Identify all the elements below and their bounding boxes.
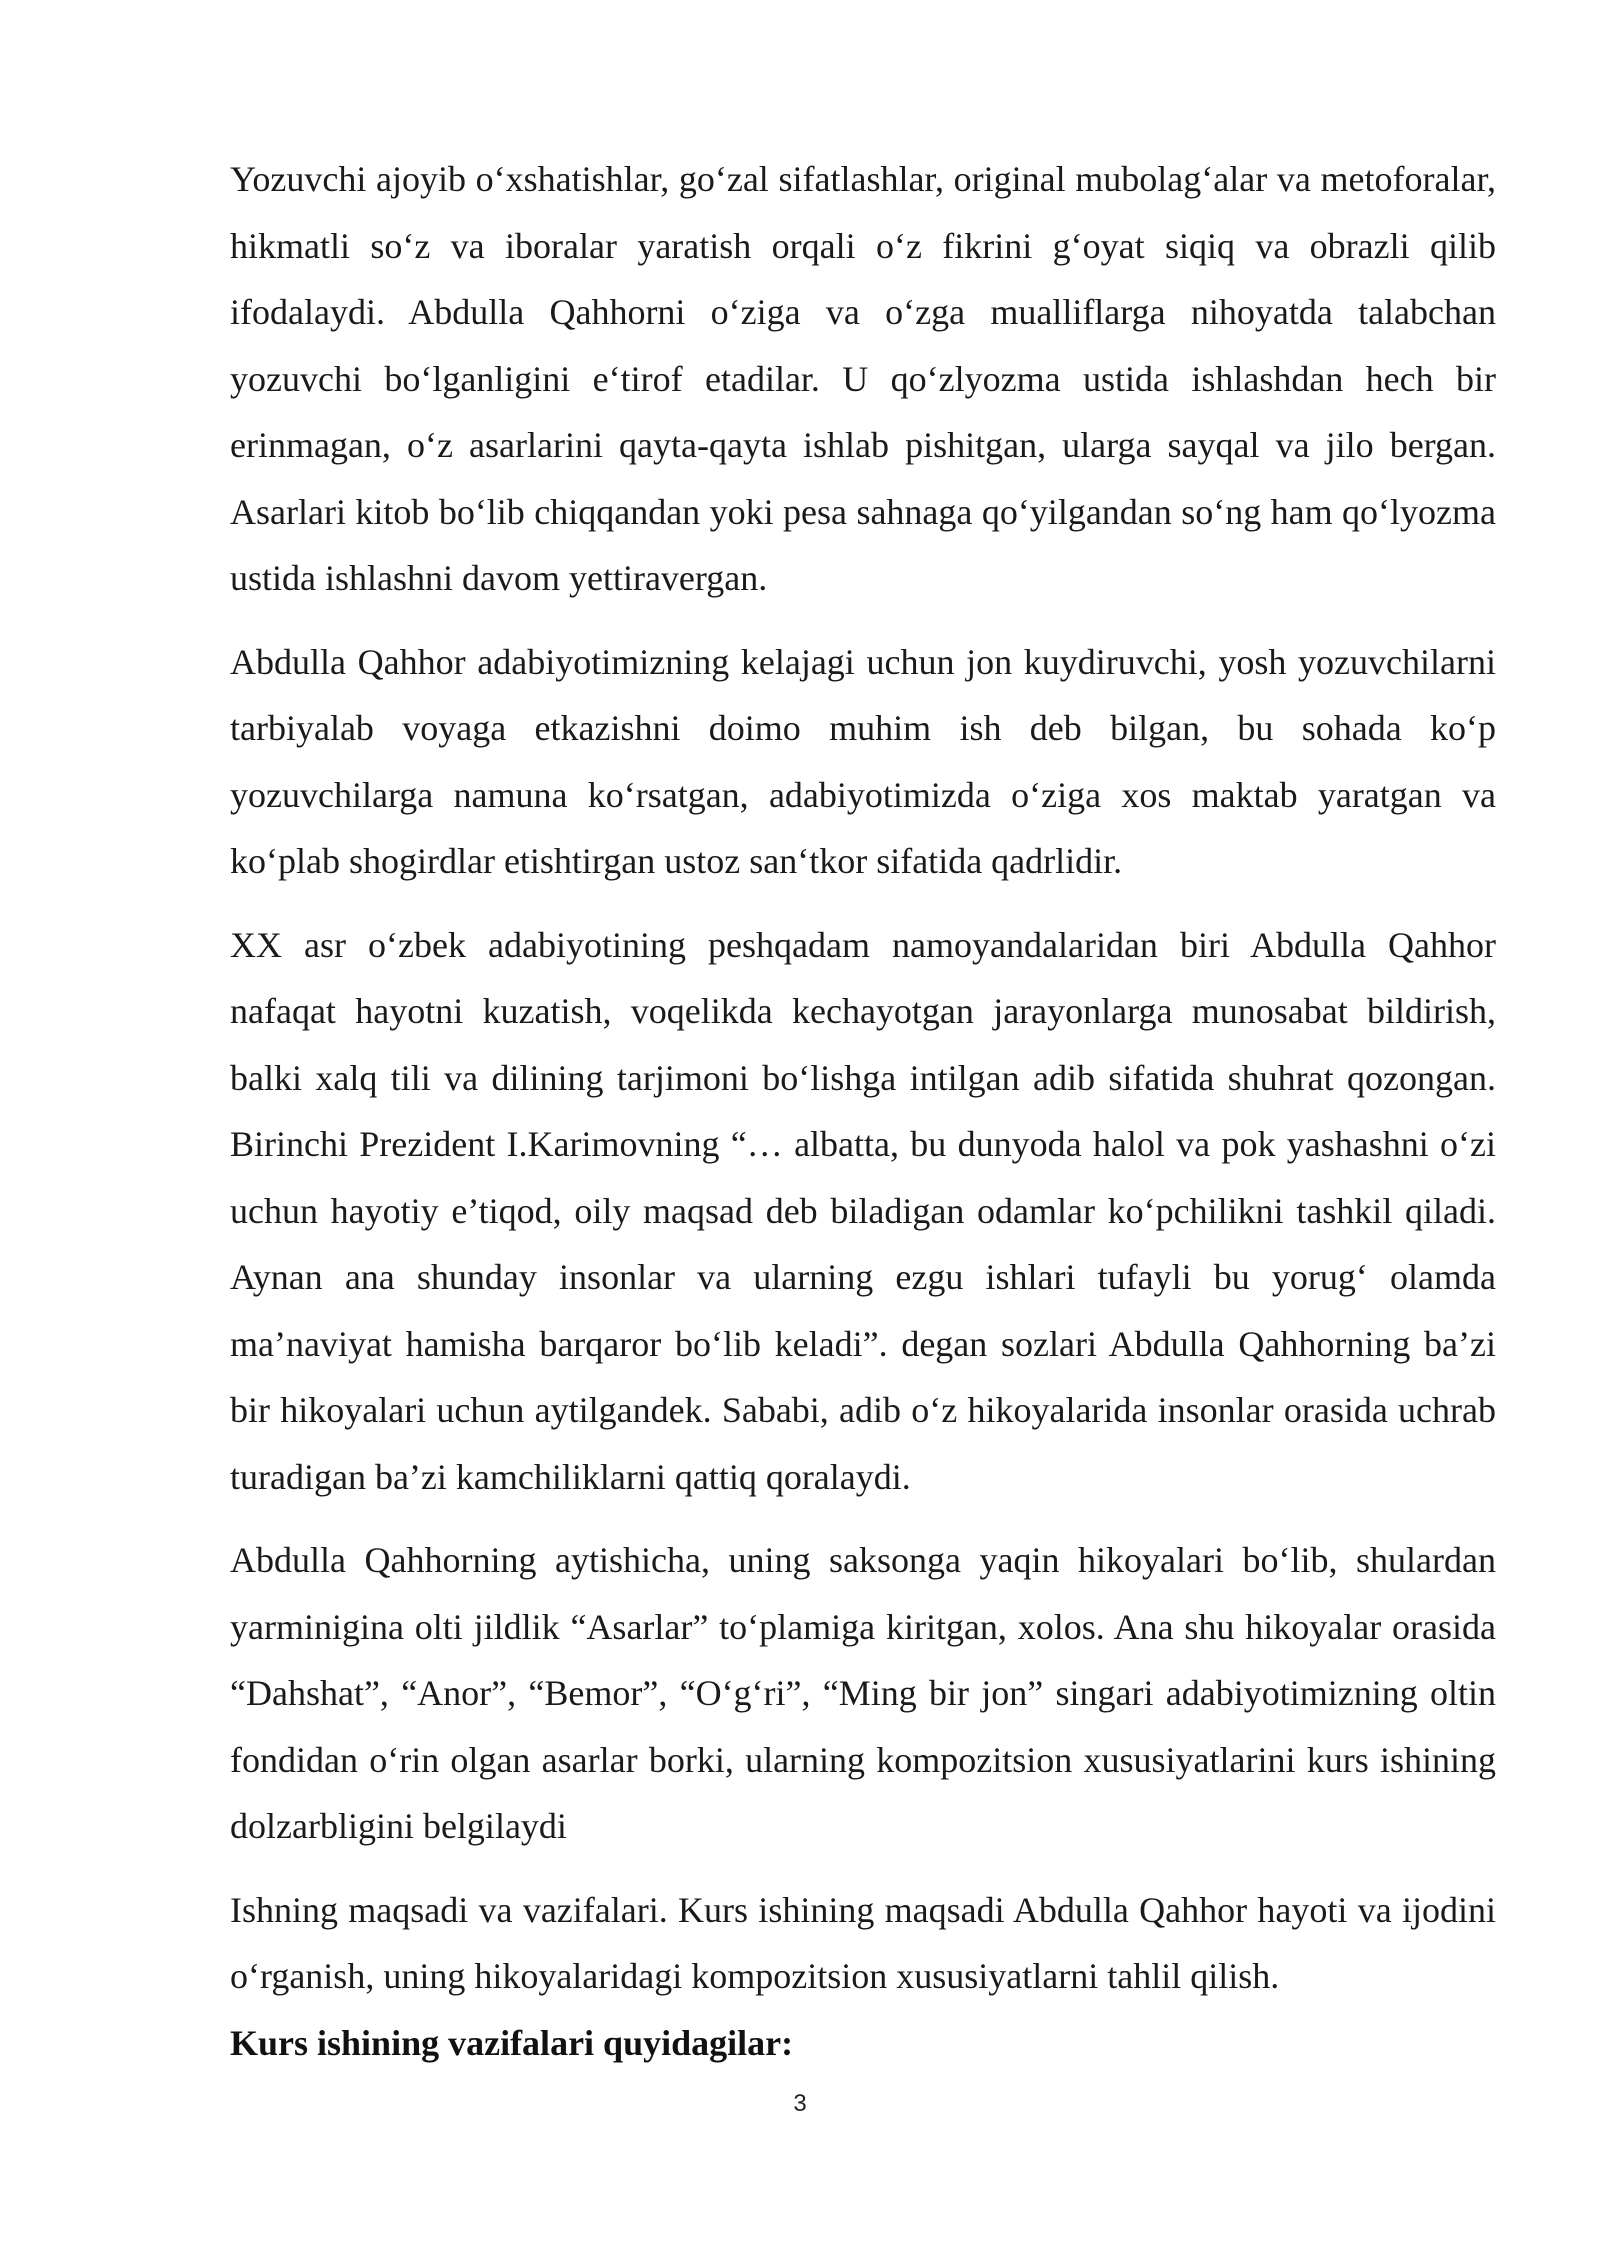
paragraph-goals: Ishning maqsadi va vazifalari. Kurs ishining maqsadi Abdulla Qahhor hayoti va ijodini o‘rganish, uning hikoyalaridagi kompozitsion xususiyatlarni tahlil qilish. [230,1889,1496,1996]
page-number: 3 [793,2090,807,2117]
paragraph-mentor: Abdulla Qahhor adabiyotimizning kelajagi uchun jon kuydiruvchi, yosh yozuvchilarni tarbiyalab voyaga etkazishni doimo muhim ish deb bilgan, bu sohada ko‘p yozuvchilarga namuna ko‘rsatgan, adabiyotimizda o‘ziga xos maktab yaratgan va ko‘plab shogirdlar etishtirgan ustoz san‘tkor sifatida qadrlidir. [230,641,1496,881]
paragraph-writer-style: Yozuvchi ajoyib o‘xshatishlar, go‘zal sifatlashlar, original mubolag‘alar va metoforalar, hikmatli so‘z va iboralar yaratish orqali o‘z fikrini g‘oyat siqiq va obrazli qilib ifodalaydi. Abdulla Qahhorni o‘ziga va o‘zga mualliflarga nihoyatda talabchan yozuvchi bo‘lganligini e‘tirof etadilar. U qo‘zlyozma ustida ishlashdan hech bir erinmagan, o‘z asarlarini qayta-qayta ishlab pishitgan, ularga sayqal va jilo bergan. Asarlari kitob bo‘lib chiqqandan yoki pesa sahnaga qo‘yilgandan so‘ng ham qo‘lyozma ustida ishlashni davom yettiravergan. [230,159,1496,598]
paragraph-stories: Abdulla Qahhorning aytishicha, uning saksonga yaqin hikoyalari bo‘lib, shulardan yarminigina olti jildlik “Asarlar” to‘plamiga kiritgan, xolos. Ana shu hikoyalar orasida “Dahshat”, “Anor”, “Bemor”, “O‘g‘ri”, “Ming bir jon” singari adabiyotimizning oltin fondidan o‘rin olgan asarlar borki, ularning kompozitsion xususiyatlarini kurs ishining dolzarbligini belgilaydi [230,1540,1496,1846]
paragraph-xx-century: XX asr o‘zbek adabiyotining peshqadam namoyandalaridan biri Abdulla Qahhor nafaqat hayotni kuzatish, voqelikda kechayotgan jarayonlarga munosabat bildirish, balki xalq tili va dilining tarjimoni bo‘lishga intilgan adib sifatida shuhrat qozongan. Birinchi Prezident I.Karimovning “… albatta, bu dunyoda halol va pok yashashni o‘zi uchun hayotiy e’tiqod, oily maqsad deb biladigan odamlar ko‘pchilikni tashkil qiladi. Aynan ana shunday insonlar va ularning ezgu ishlari tufayli bu yorug‘ olamda ma’naviyat hamisha barqaror bo‘lib keladi”. degan sozlari Abdulla Qahhorning ba’zi bir hikoyalari uchun aytilgandek. Sababi, adib o‘z hikoyalarida insonlar orasida uchrab turadigan ba’zi kamchiliklarni qattiq qoralaydi. [230,924,1496,1497]
page-content [230,146,1496,2076]
section-heading: Kurs ishining vazifalari quyidagilar: [230,2022,794,2063]
